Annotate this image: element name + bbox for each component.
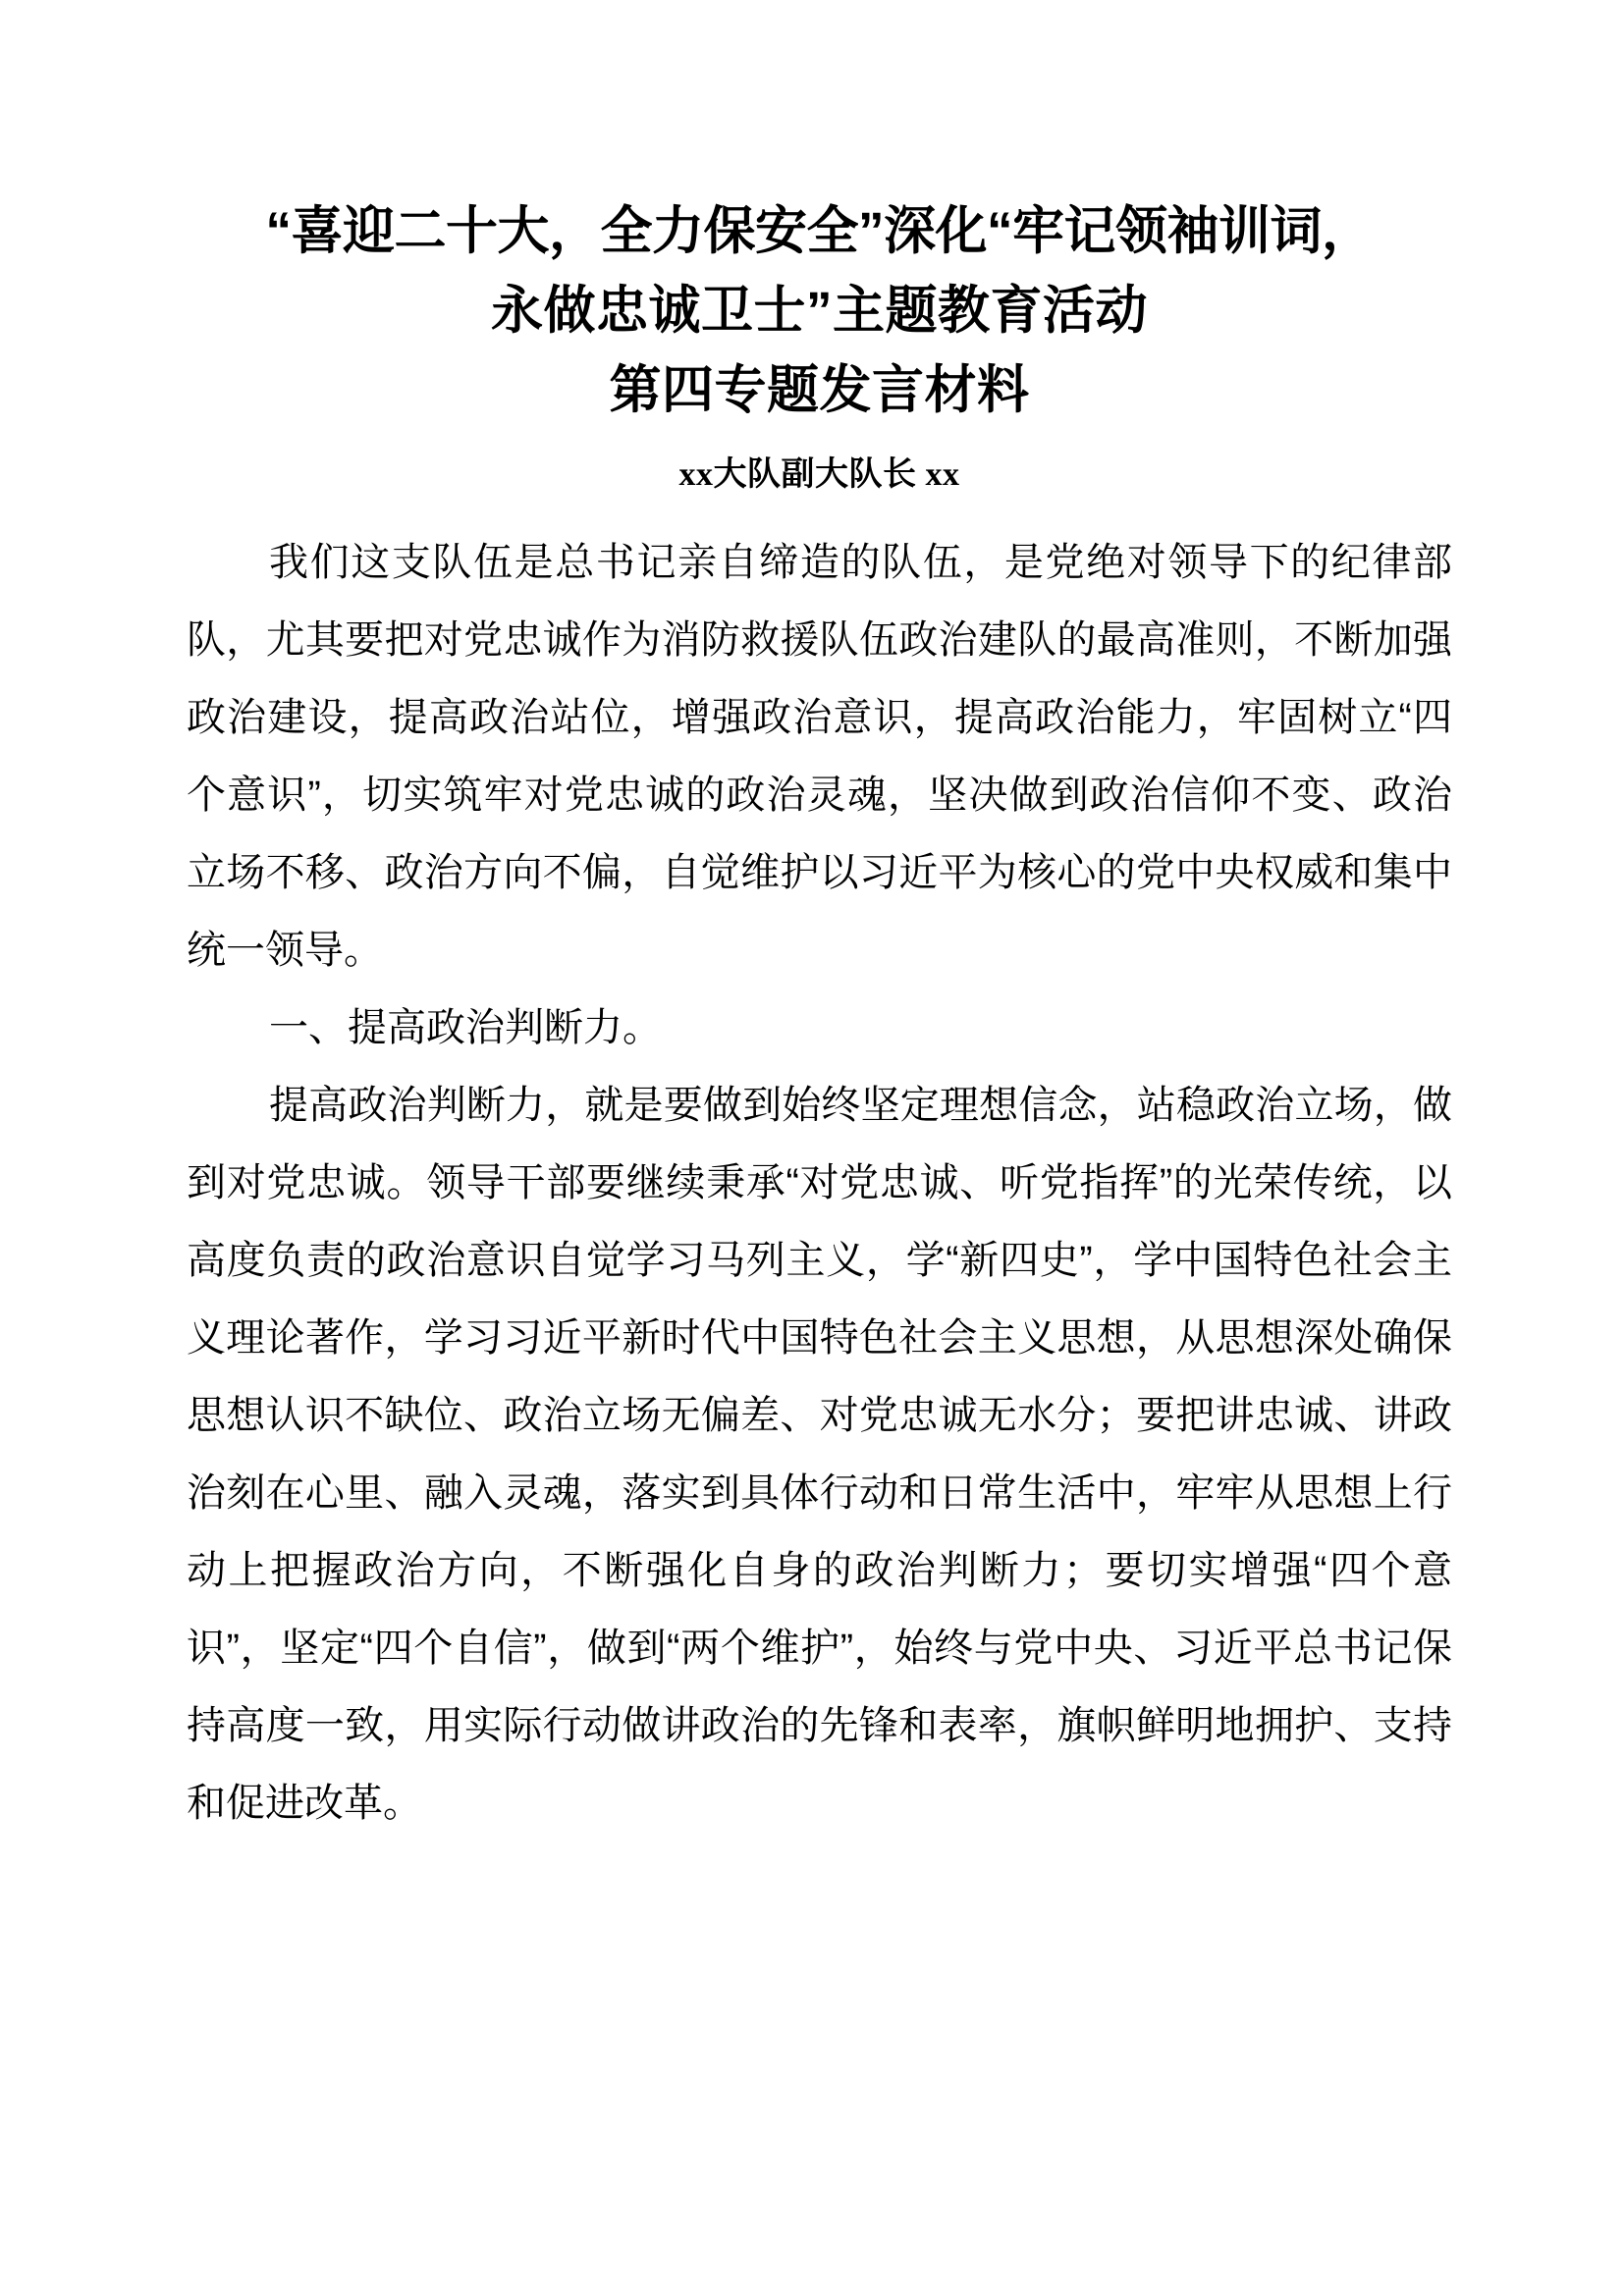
title-line-2: 永做忠诚卫士”主题教育活动 [491, 282, 1148, 340]
byline: xx大队副大队长 xx [678, 456, 960, 493]
title-line-1: “喜迎二十大，全力保安全”深化“牢记领袖训词， [265, 202, 1374, 260]
section-heading-one: 一、提高政治判断力。 [269, 1006, 662, 1049]
page-title [187, 191, 1452, 430]
document-body [187, 524, 1452, 1842]
paragraph-section-one-body: 提高政治判断力，就是要做到始终坚定理想信念，站稳政治立场，做到对党忠诚。领导干部要继续秉承“对党忠诚、听党指挥”的光荣传统，以高度负责的政治意识自觉学习马列主义，学“新四史”，学中国特色社会主义理论著作，学习习近平新时代中国特色社会主义思想，从思想深处确保思想认识不缺位、政治立场无偏差、对党忠诚无水分；要把讲忠诚、讲政治刻在心里、融入灵魂，落实到具体行动和日常生活中，牢牢从思想上行动上把握政治方向，不断强化自身的政治判断力；要切实增强“四个意识”，坚定“四个自信”，做到“两个维护”，始终与党中央、习近平总书记保持高度一致，用实际行动做讲政治的先锋和表率，旗帜鲜明地拥护、支持和促进改革。 [187, 1084, 1452, 1825]
paragraph-opening: 我们这支队伍是总书记亲自缔造的队伍，是党绝对领导下的纪律部队，尤其要把对党忠诚作为消防救援队伍政治建队的最高准则，不断加强政治建设，提高政治站位，增强政治意识，提高政治能力，牢固树立“四个意识”，切实筑牢对党忠诚的政治灵魂，坚决做到政治信仰不变、政治立场不移、政治方向不偏，自觉维护以习近平为核心的党中央权威和集中统一领导。 [187, 541, 1452, 972]
title-line-3: 第四专题发言材料 [609, 361, 1030, 419]
